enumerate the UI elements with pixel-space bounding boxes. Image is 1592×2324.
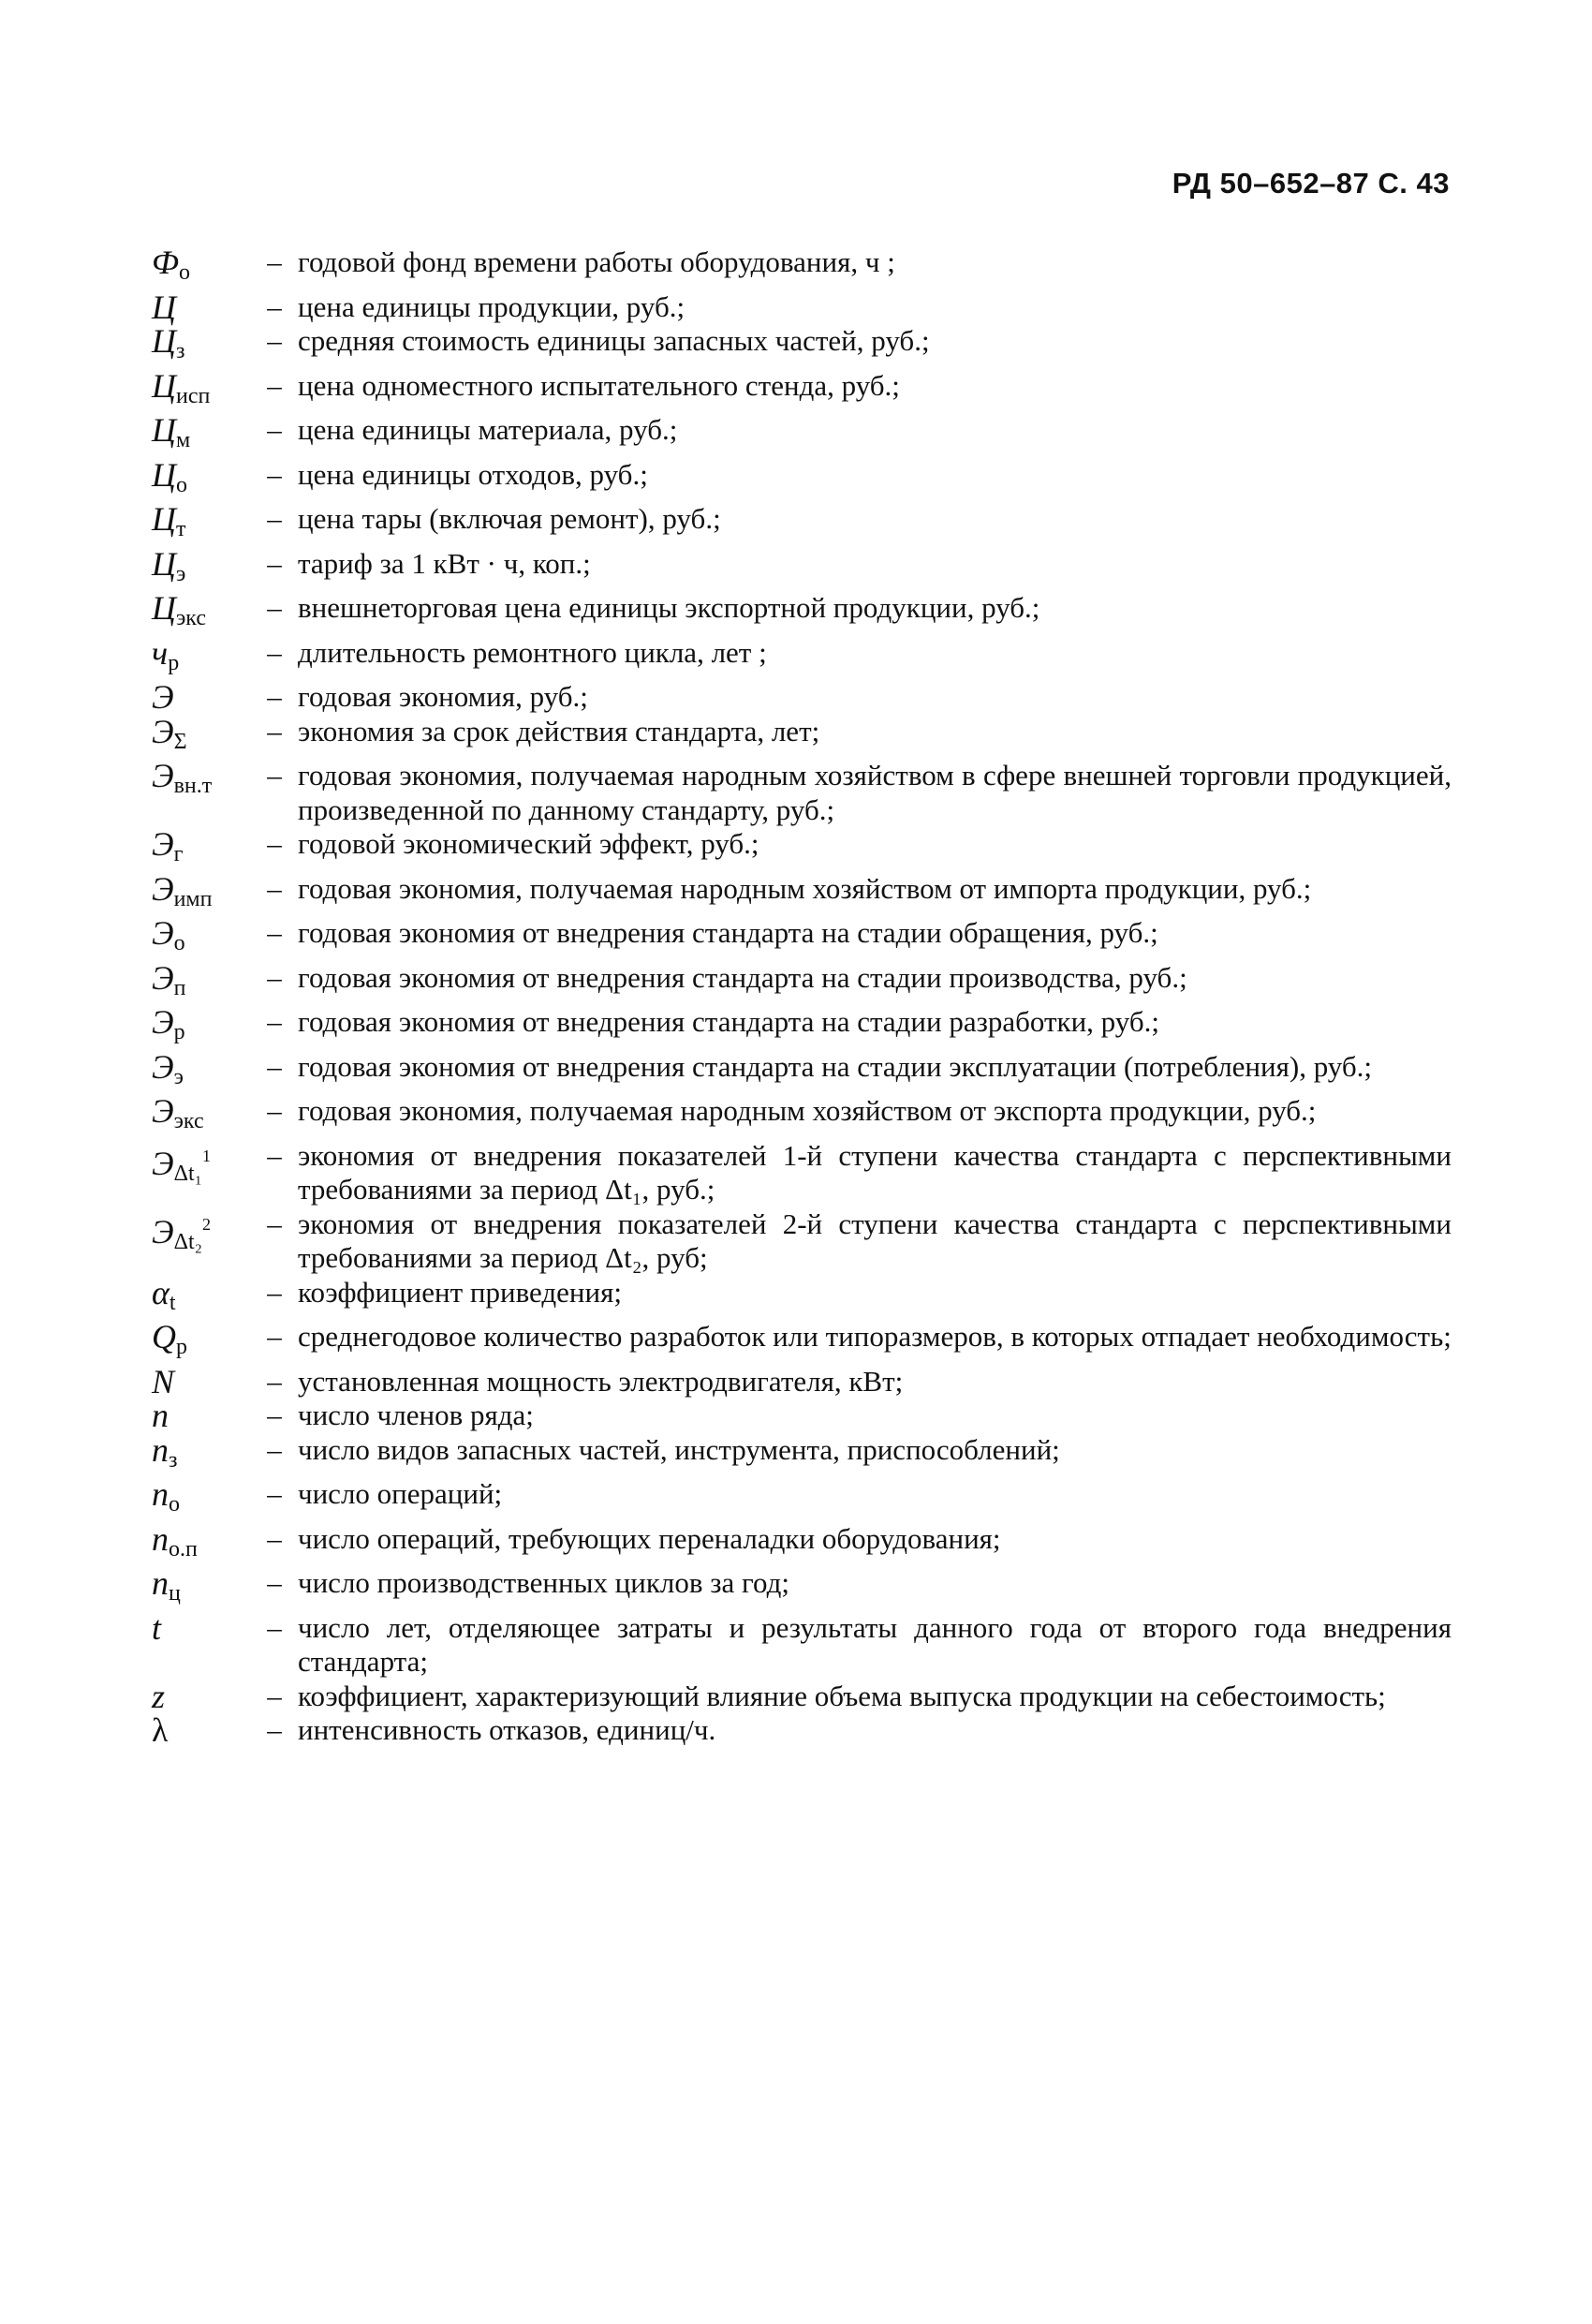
list-item [152, 1139, 1452, 1207]
symbol [152, 827, 251, 872]
symbol [152, 869, 251, 917]
dash-separator: – [267, 1610, 282, 1644]
symbol-base: Ф [152, 244, 179, 281]
symbol-description: цена одноместного испытательного стенда, руб.; [298, 368, 900, 402]
symbol [152, 591, 251, 636]
list-item [152, 290, 1452, 325]
symbol-base: ч [152, 633, 169, 672]
symbol-base: Ц [152, 544, 176, 583]
symbol-base: Ц [152, 366, 176, 405]
symbol [152, 502, 251, 547]
symbol-base: N [152, 1362, 175, 1400]
symbol-description: число операций; [298, 1477, 503, 1510]
symbol-description: установленная мощность электродвигателя, кВт; [298, 1364, 904, 1398]
symbol [152, 413, 251, 458]
symbol-base: Ц [152, 288, 176, 326]
symbol-subscript: м [176, 428, 191, 452]
symbol-description: число производственных циклов за год; [298, 1566, 789, 1599]
symbol-description: годовой фонд времени работы оборудования, ч ; [298, 245, 895, 278]
dash-separator: – [267, 1206, 282, 1240]
symbol-description: число членов ряда; [298, 1399, 534, 1431]
symbol [152, 1139, 251, 1192]
list-item [152, 1047, 1452, 1095]
symbol [152, 1519, 251, 1567]
symbol-base: Э [152, 712, 174, 750]
list-item [152, 1677, 1452, 1715]
list-item [152, 1519, 1452, 1567]
symbol-subscript: о [169, 1492, 180, 1517]
dash-separator: – [267, 1005, 282, 1038]
symbol-subscript: з [169, 1447, 178, 1473]
symbol-base: Ц [152, 322, 176, 360]
symbol [152, 1094, 251, 1139]
symbol-description: коэффициент, характеризующий влияние объема выпуска продукции на себестоимость; [298, 1679, 1386, 1712]
list-item [152, 502, 1452, 547]
list-item [152, 680, 1452, 715]
symbol-base: n [152, 1430, 169, 1469]
symbol-subscript: т [176, 517, 186, 541]
list-item [152, 1207, 1452, 1276]
symbol-description: годовая экономия от внедрения стандарта на стадии обращения, руб.; [298, 916, 1158, 949]
symbol [152, 1047, 251, 1095]
symbol-description: экономия от внедрения показателей 1-й ступени качества стандарта с перспективными требованиями за период Δt₁, руб.; [298, 1138, 1452, 1206]
symbol-base: Ц [152, 455, 176, 494]
symbol-subscript: з [176, 339, 185, 363]
dash-separator: – [267, 245, 282, 278]
symbol-subscript: э [176, 561, 186, 586]
symbol-description: число операций, требующих переналадки оборудования; [298, 1521, 1001, 1555]
symbol-base: Э [152, 869, 174, 908]
symbol [152, 1713, 251, 1748]
symbol [152, 916, 251, 961]
symbol [152, 633, 251, 681]
dash-separator: – [267, 680, 282, 713]
symbol-subscript: э [173, 1064, 184, 1089]
dash-separator: – [267, 413, 282, 446]
symbol-subscript: р [168, 650, 180, 675]
symbol [152, 544, 251, 592]
dash-separator: – [267, 1713, 282, 1746]
dash-separator: – [267, 1049, 282, 1083]
symbol-base: Ц [152, 500, 176, 538]
symbol-description: интенсивность отказов, единиц/ч. [298, 1713, 716, 1746]
symbol-subscript: р [173, 1020, 185, 1044]
list-item [152, 869, 1452, 917]
symbol-description: годовая экономия, получаемая народным хозяйством от импорта продукции, руб.; [298, 871, 1312, 905]
symbol [152, 1005, 251, 1050]
symbol-base: n [152, 1564, 169, 1602]
symbol-base: λ [152, 1711, 169, 1749]
symbol-subscript: имп [173, 886, 213, 911]
symbol-subscript: экс [176, 606, 207, 630]
dash-separator: – [267, 1679, 282, 1712]
list-item [152, 1430, 1452, 1478]
list-item [152, 413, 1452, 458]
dash-separator: – [267, 457, 282, 491]
dash-separator: – [267, 591, 282, 624]
list-item [152, 544, 1452, 592]
symbol-subscript: экс [173, 1109, 204, 1133]
list-item [152, 1477, 1452, 1522]
symbol-description: средняя стоимость единицы запасных частей, руб.; [298, 324, 930, 357]
symbol-subscript: п [173, 975, 186, 1000]
dash-separator: – [267, 1566, 282, 1599]
symbol [152, 290, 251, 325]
symbol-base: Э [152, 1144, 174, 1182]
symbol-subscript: вн.т [173, 774, 213, 798]
symbol-subscript: Δt₁ [173, 1161, 203, 1186]
symbol-base: n [152, 1397, 169, 1434]
dash-separator: – [267, 546, 282, 580]
symbol-subscript: г [173, 842, 184, 866]
symbol-superscript: 2 [202, 1214, 212, 1234]
list-item [152, 633, 1452, 681]
symbol [152, 366, 251, 414]
symbol [152, 1477, 251, 1522]
symbol-subscript: Δt₂ [173, 1229, 203, 1254]
symbol-description: длительность ремонтного цикла, лет ; [298, 635, 767, 669]
symbol-description: экономия за срок действия стандарта, лет; [298, 714, 820, 748]
symbol-base: Э [152, 757, 174, 794]
symbol-description: цена тары (включая ремонт), руб.; [298, 502, 721, 535]
dash-separator: – [267, 1521, 282, 1555]
list-item [152, 1320, 1452, 1365]
symbol [152, 1566, 251, 1611]
symbol-base: Э [152, 1092, 174, 1130]
symbol-base: Э [152, 825, 174, 863]
symbol-description: число видов запасных частей, инструмента, приспособлений; [298, 1432, 1060, 1466]
list-item [152, 1713, 1452, 1748]
symbol-description: годовая экономия от внедрения стандарта на стадии разработки, руб.; [298, 1005, 1159, 1038]
symbol [152, 1430, 251, 1478]
list-item [152, 1094, 1452, 1139]
dash-separator: – [267, 324, 282, 357]
dash-separator: – [267, 1320, 282, 1353]
dash-separator: – [267, 1477, 282, 1510]
symbol-description: годовая экономия, руб.; [298, 680, 588, 713]
symbol-base: Э [152, 958, 174, 997]
list-item [152, 455, 1452, 503]
list-item [152, 827, 1452, 872]
symbol-description: годовая экономия от внедрения стандарта на стадии производства, руб.; [298, 960, 1187, 994]
list-item [152, 759, 1452, 827]
symbol-subscript: исп [176, 383, 211, 408]
symbol-base: Э [152, 1003, 174, 1041]
symbol-base: Ц [152, 411, 176, 449]
symbol-base: Э [152, 1212, 174, 1251]
symbol-base: α [152, 1273, 170, 1311]
symbol-base: n [152, 1475, 169, 1513]
symbol-subscript: о [176, 472, 187, 497]
symbol-subscript: о.п [169, 1536, 198, 1562]
symbol [152, 245, 251, 290]
symbol-superscript: 1 [202, 1146, 212, 1165]
symbol-description: годовая экономия от внедрения стандарта на стадии эксплуатации (потребления), руб.; [298, 1049, 1373, 1083]
dash-separator: – [267, 1138, 282, 1172]
dash-separator: – [267, 368, 282, 402]
symbol-description: тариф за 1 кВт · ч, коп.; [298, 546, 591, 580]
symbol [152, 1362, 251, 1400]
list-item [152, 366, 1452, 414]
list-item [152, 916, 1452, 961]
symbol-description: цена единицы материала, руб.; [298, 413, 678, 446]
dash-separator: – [267, 916, 282, 949]
symbol-base: Э [152, 914, 174, 952]
list-item [152, 1399, 1452, 1433]
symbol-description: годовая экономия, получаемая народным хозяйством от экспорта продукции, руб.; [298, 1094, 1317, 1127]
dash-separator: – [267, 502, 282, 535]
dash-separator: – [267, 960, 282, 994]
list-item [152, 1362, 1452, 1400]
symbol-subscript: ц [169, 1581, 181, 1606]
symbol [152, 712, 251, 760]
symbol [152, 958, 251, 1006]
dash-separator: – [267, 635, 282, 669]
symbol-subscript: о [173, 931, 185, 955]
dash-separator: – [267, 1399, 282, 1431]
symbol-description: внешнеторговая цена единицы экспортной продукции, руб.; [298, 591, 1040, 624]
symbol [152, 1399, 251, 1433]
symbol [152, 1608, 251, 1647]
symbol [152, 324, 251, 369]
dash-separator: – [267, 827, 282, 860]
list-item [152, 958, 1452, 1006]
dash-separator: – [267, 759, 282, 792]
dash-separator: – [267, 289, 282, 323]
symbol [152, 1273, 251, 1321]
symbol-list [152, 245, 1452, 1748]
dash-separator: – [267, 1364, 282, 1398]
symbol [152, 1677, 251, 1715]
symbol [152, 1320, 251, 1365]
symbol-description: число лет, отделяющее затраты и результаты данного года от второго года внедрения стандарта; [298, 1610, 1452, 1678]
list-item [152, 591, 1452, 636]
symbol-description: годовая экономия, получаемая народным хозяйством в сфере внешней торговли продукцией, произведенной по данному стандарту, руб.; [298, 759, 1452, 826]
symbol-subscript: t [169, 1290, 176, 1315]
symbol-description: цена единицы продукции, руб.; [298, 289, 685, 323]
list-item [152, 1005, 1452, 1050]
symbol-description: экономия от внедрения показателей 2-й ступени качества стандарта с перспективными требованиями за период Δt₂, руб; [298, 1206, 1452, 1274]
dash-separator: – [267, 1432, 282, 1466]
symbol-base: Э [152, 1047, 174, 1086]
list-item [152, 712, 1452, 760]
symbol-subscript: о [178, 260, 190, 285]
symbol [152, 455, 251, 503]
symbol-subscript: р [176, 1335, 187, 1359]
symbol-base: n [152, 1519, 169, 1558]
list-item [152, 1273, 1452, 1321]
symbol-description: среднегодовое количество разработок или типоразмеров, в которых отпадает необходимость; [298, 1320, 1452, 1353]
symbol-base: z [152, 1677, 166, 1715]
symbol-description: годовой экономический эффект, руб.; [298, 827, 759, 860]
symbol-description: цена единицы отходов, руб.; [298, 457, 648, 491]
dash-separator: – [267, 871, 282, 905]
dash-separator: – [267, 1094, 282, 1127]
list-item [152, 245, 1452, 290]
list-item [152, 324, 1452, 369]
list-item [152, 1566, 1452, 1611]
symbol [152, 1207, 251, 1260]
dash-separator: – [267, 714, 282, 748]
list-item [152, 1608, 1452, 1680]
dash-separator: – [267, 1275, 282, 1309]
page-header: РД 50–652–87 С. 43 [1172, 167, 1450, 200]
symbol-base: Э [152, 678, 174, 716]
symbol-description: коэффициент приведения; [298, 1275, 622, 1309]
symbol [152, 759, 251, 804]
symbol-base: Q [152, 1318, 176, 1355]
symbol-base: t [152, 1608, 162, 1647]
symbol-base: Ц [152, 589, 176, 627]
symbol-subscript: Σ [173, 729, 187, 754]
symbol [152, 680, 251, 715]
